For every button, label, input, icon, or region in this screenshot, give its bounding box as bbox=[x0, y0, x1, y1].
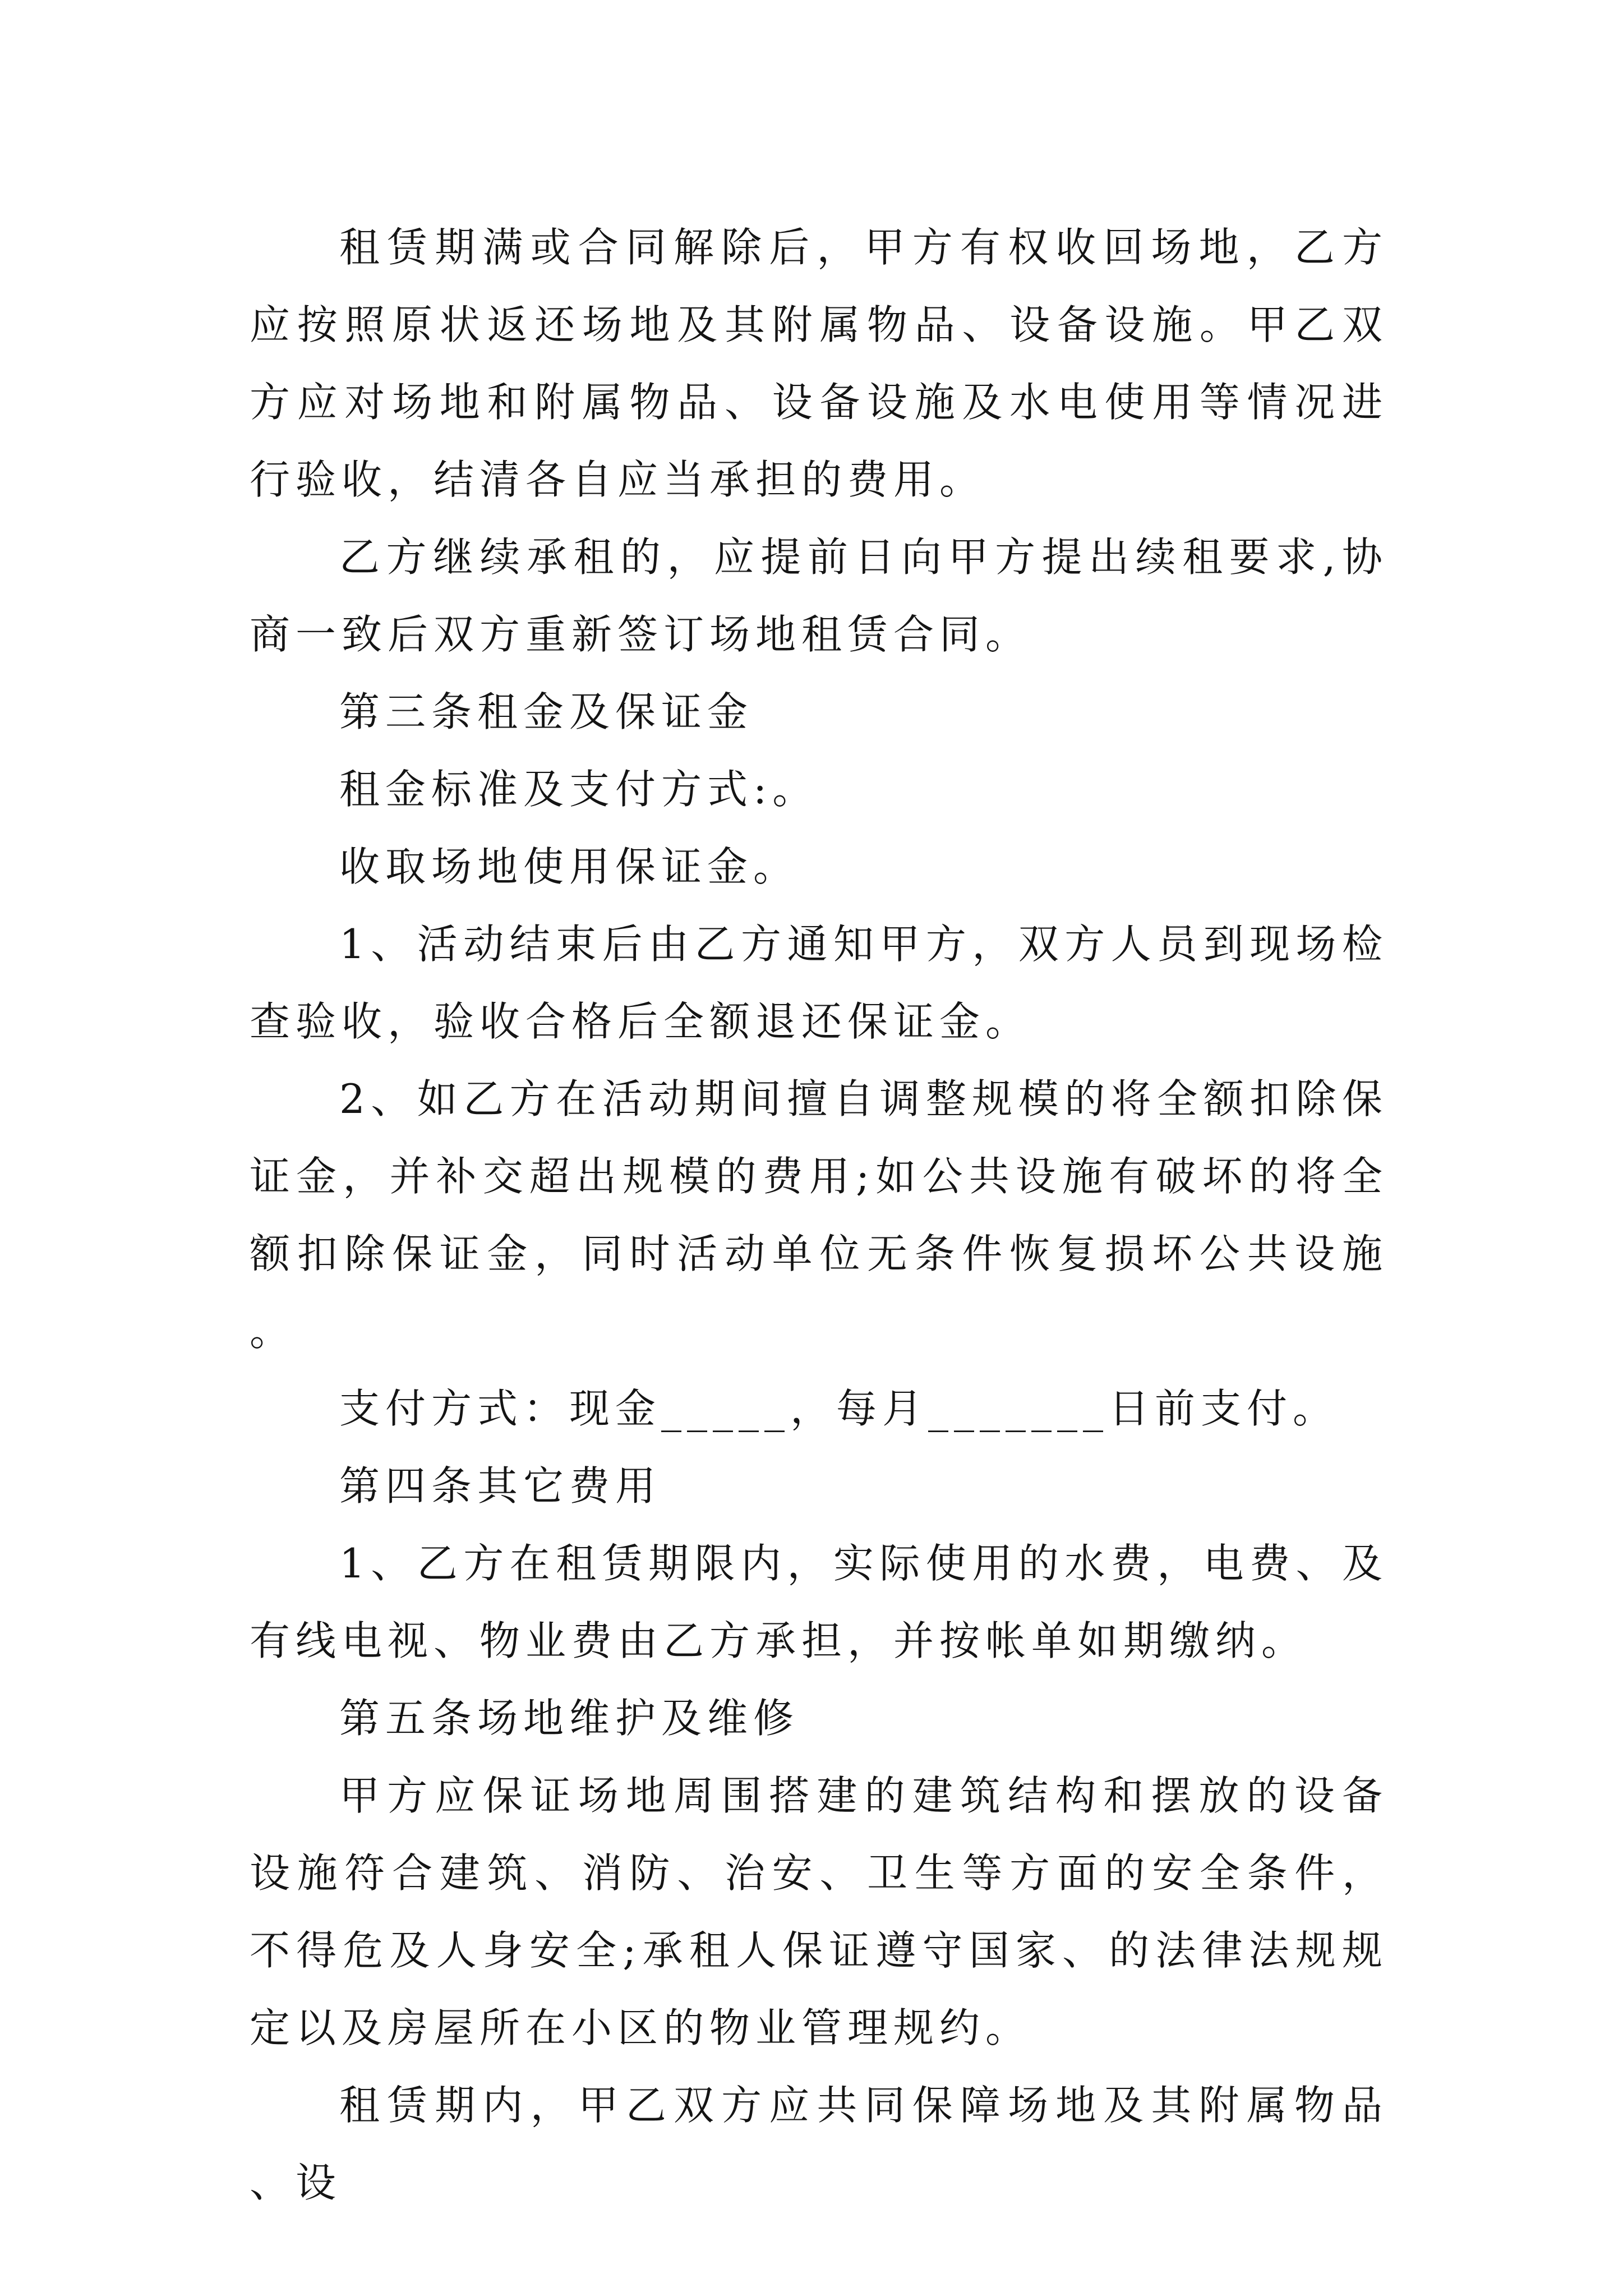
paragraph-return-of-premises: 租赁期满或合同解除后，甲方有权收回场地，乙方应按照原状返还场地及其附属物品、设备设施。甲乙双方应对场地和附属物品、设备设施及水电使用等情况进行验收，结清各自应当承担的费用。 bbox=[250, 224, 1388, 503]
paragraph-other-fees-item-1: 1、乙方在租赁期限内，实际使用的水费，电费、及有线电视、物业费由乙方承担，并按帐单如期缴纳。 bbox=[250, 1540, 1388, 1664]
paragraph-joint-protection: 租赁期内，甲乙双方应共同保障场地及其附属物品、设 bbox=[250, 2082, 1388, 2206]
paragraph-deposit: 收取场地使用保证金。 bbox=[339, 843, 800, 890]
heading-article-4: 第四条其它费用 bbox=[339, 1462, 662, 1510]
paragraph-deposit-item-1: 1、活动结束后由乙方通知甲方，双方人员到现场检查验收，验收合格后全额退还保证金。 bbox=[250, 921, 1388, 1045]
heading-article-5: 第五条场地维护及维修 bbox=[339, 1695, 800, 1742]
paragraph-deposit-item-2: 2、如乙方在活动期间擅自调整规模的将全额扣除保证金，并补交超出规模的费用;如公共设施有破坏的将全额扣除保证金，同时活动单位无条件恢复损坏公共设施。 bbox=[250, 1075, 1388, 1355]
paragraph-lease-renewal: 乙方继续承租的，应提前日向甲方提出续租要求,协商一致后双方重新签订场地租赁合同。 bbox=[250, 533, 1388, 658]
paragraph-payment-method: 支付方式：现金_____，每月_______日前支付。 bbox=[339, 1385, 1339, 1432]
paragraph-rent-standard: 租金标准及支付方式:。 bbox=[339, 766, 819, 813]
paragraph-safety-conditions: 甲方应保证场地周围搭建的建筑结构和摆放的设备设施符合建筑、消防、治安、卫生等方面的安全条件，不得危及人身安全;承租人保证遵守国家、的法律法规规定以及房屋所在小区的物业管理规约。 bbox=[250, 1772, 1388, 2051]
document-body bbox=[250, 209, 1388, 2221]
heading-article-3: 第三条租金及保证金 bbox=[339, 688, 754, 735]
